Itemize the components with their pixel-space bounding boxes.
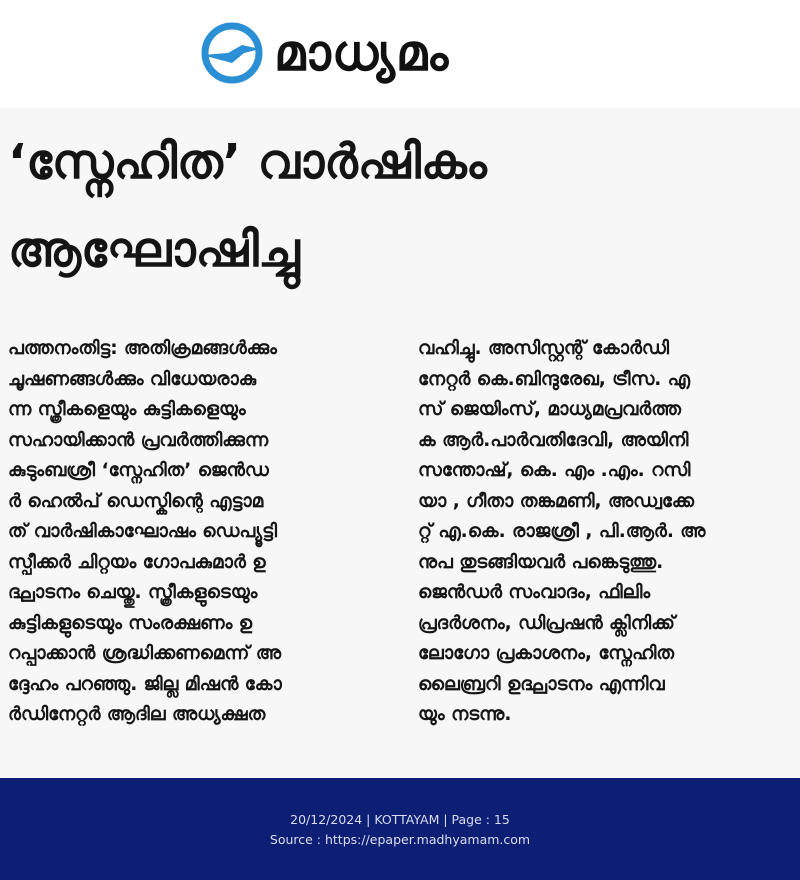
madhyamam-logo-icon bbox=[198, 19, 266, 87]
body-line: ദ്ഘാടനം ചെയ്തു. സ്ത്രീകളുടെയും bbox=[8, 582, 258, 603]
body-line: പത്തനംതിട്ട: അതിക്രമങ്ങൾക്കും bbox=[8, 338, 277, 359]
headline-line-2: ആഘോഷിച്ചു bbox=[8, 222, 300, 278]
headline-line-1: ‘സ്നേഹിത’ വാർഷികം bbox=[8, 134, 487, 190]
body-line: കുടുംബശ്രീ ‘സ്നേഹിത’ ജെൻഡ bbox=[8, 460, 269, 481]
source-url: Source : https://epaper.madhyamam.com bbox=[269, 832, 531, 847]
body-line: ജെൻഡർ സംവാദം, ഫിലിം bbox=[418, 582, 651, 603]
body-line: സഹായിക്കാൻ പ്രവർത്തിക്കുന്ന bbox=[8, 429, 269, 451]
body-line: ർഡിനേറ്റർ ആദില അധ്യക്ഷത bbox=[8, 704, 266, 725]
body-line: യാ , ഗീതാ തങ്കമണി, അഡ്വക്കേ bbox=[418, 490, 694, 512]
body-line: സ് ജെയിംസ്, മാധ്യമപ്രവർത്ത bbox=[418, 399, 681, 420]
body-line: ദ്ദേഹം പറഞ്ഞു. ജില്ല മിഷൻ കോ bbox=[8, 673, 282, 695]
body-line: പ്രദർശനം, ഡിപ്രഷൻ ക്ലിനിക്ക് bbox=[418, 612, 675, 634]
body-line: നേറ്റർ കെ.ബിന്ദുരേഖ, ട്രീസ. എ bbox=[418, 368, 691, 390]
masthead bbox=[0, 0, 800, 108]
body-line: ന്ന സ്ത്രീകളെയും കുട്ടികളെയും bbox=[8, 399, 246, 420]
body-line: ലോഗോ പ്രകാശനം, സ്നേഹിത bbox=[418, 643, 675, 664]
body-line: നുപ തുടങ്ങിയവർ പങ്കെടുത്തു. bbox=[418, 551, 664, 573]
body-line: റ്റ് എ.കെ. രാജശ്രീ , പി.ആർ. അ bbox=[418, 521, 706, 542]
edition-info: 20/12/2024 | KOTTAYAM | Page : 15 bbox=[290, 812, 510, 827]
body-line: ചൂഷണങ്ങൾക്കും വിധേയരാകു bbox=[8, 368, 257, 390]
body-line: ത് വാർഷികാഘോഷം ഡെപ്യൂട്ടി bbox=[8, 521, 277, 542]
headline bbox=[8, 118, 792, 294]
body-line: ലൈബ്രറി ഉദ്ഘാടനം എന്നിവ bbox=[418, 673, 665, 695]
article bbox=[0, 108, 800, 778]
article-column-left bbox=[8, 334, 396, 774]
logo-wordmark: മാധ്യമം bbox=[274, 24, 450, 82]
body-line: സന്തോഷ്, കെ. എം .എം. റസി bbox=[418, 460, 691, 481]
body-line: യും നടന്നു. bbox=[418, 704, 512, 725]
body-line: ർ ഹെൽപ് ഡെസ്കിന്റെ എട്ടാമ bbox=[8, 490, 264, 512]
body-line: വഹിച്ചു. അസിസ്റ്റന്റ് കോർഡി bbox=[418, 338, 670, 359]
article-column-right bbox=[418, 334, 796, 774]
publication-logo bbox=[198, 14, 608, 92]
body-line: ക ആർ.പാർവതിദേവി, അയിനി bbox=[418, 429, 689, 451]
source-footer bbox=[0, 778, 800, 880]
body-line: റപ്പാക്കാൻ ശ്രദ്ധിക്കണമെന്ന് അ bbox=[8, 643, 282, 664]
body-line: കുട്ടികളുടെയും സംരക്ഷണം ഉ bbox=[8, 612, 253, 634]
body-line: സ്പീക്കർ ചിറ്റയം ഗോപകുമാർ ഉ bbox=[8, 551, 266, 573]
